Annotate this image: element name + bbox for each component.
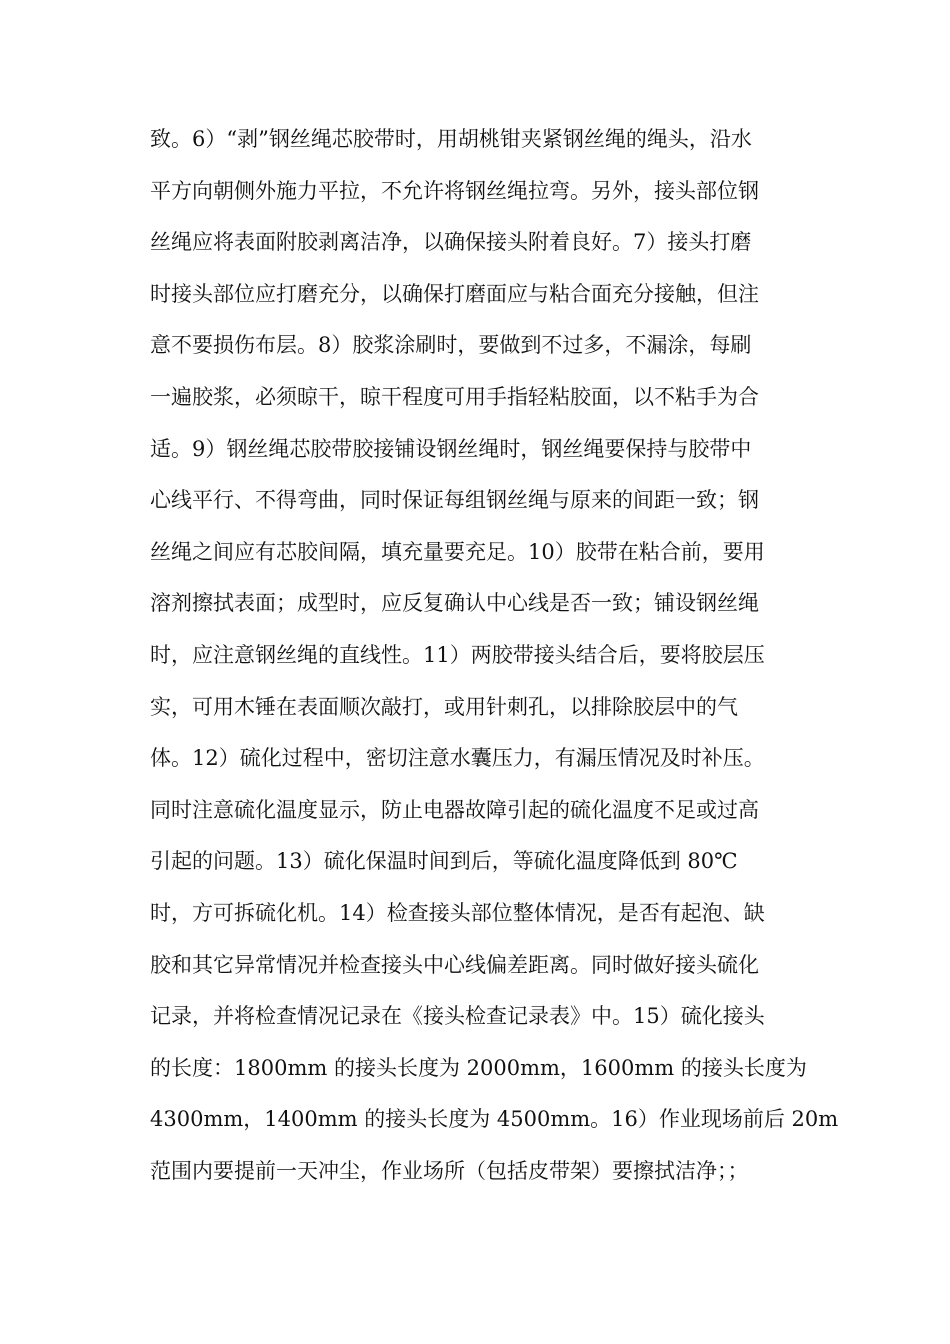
text-line-7: 适。9）钢丝绳芯胶带胶接铺设钢丝绳时，钢丝绳要保持与胶带中	[150, 436, 752, 461]
text-line-15: 引起的问题。13）硫化保温时间到后，等硫化温度降低到 80℃	[150, 849, 738, 874]
text-line-21: 范围内要提前一天冲尘，作业场所（包括皮带架）要擦拭洁净；；	[150, 1158, 749, 1183]
text-line-5: 意不要损伤布层。8）胶浆涂刷时，要做到不过多，不漏涂，每刷	[150, 333, 752, 358]
text-line-17: 胶和其它异常情况并检查接头中心线偏差距离。同时做好接头硫化	[150, 952, 759, 977]
body-paragraph	[150, 114, 839, 1197]
text-line-14: 同时注意硫化温度显示，防止电器故障引起的硫化温度不足或过高	[150, 797, 759, 822]
text-line-6: 一遍胶浆，必须晾干，晾干程度可用手指轻粘胶面，以不粘手为合	[150, 384, 759, 409]
text-line-20: 4300mm，1400mm 的接头长度为 4500mm。16）作业现场前后 20m	[150, 1107, 839, 1132]
text-line-8: 心线平行、不得弯曲，同时保证每组钢丝绳与原来的间距一致；钢	[150, 488, 759, 513]
text-line-18: 记录，并将检查情况记录在《接头检查记录表》中。15）硫化接头	[150, 1004, 765, 1029]
text-line-3: 丝绳应将表面附胶剥离洁净，以确保接头附着良好。7）接头打磨	[150, 230, 752, 255]
text-line-2: 平方向朝侧外施力平拉，不允许将钢丝绳拉弯。另外，接头部位钢	[150, 178, 759, 203]
text-line-12: 实，可用木锤在表面顺次敲打，或用针刺孔，以排除胶层中的气	[150, 694, 738, 719]
text-line-1: 致。6）“剥”钢丝绳芯胶带时，用胡桃钳夹紧钢丝绳的绳头，沿水	[150, 127, 752, 151]
text-line-11: 时，应注意钢丝绳的直线性。11）两胶带接头结合后，要将胶层压	[150, 642, 765, 667]
text-line-19: 的长度：1800mm 的接头长度为 2000mm，1600mm 的接头长度为	[150, 1055, 807, 1080]
text-line-13: 体。12）硫化过程中，密切注意水囊压力，有漏压情况及时补压。	[150, 746, 765, 771]
text-line-4: 时接头部位应打磨充分，以确保打磨面应与粘合面充分接触，但注	[150, 281, 759, 306]
text-line-16: 时，方可拆硫化机。14）检查接头部位整体情况，是否有起泡、缺	[150, 900, 765, 925]
text-line-10: 溶剂擦拭表面；成型时，应反复确认中心线是否一致；铺设钢丝绳	[150, 591, 759, 616]
text-line-9: 丝绳之间应有芯胶间隔，填充量要充足。10）胶带在粘合前，要用	[150, 539, 765, 564]
